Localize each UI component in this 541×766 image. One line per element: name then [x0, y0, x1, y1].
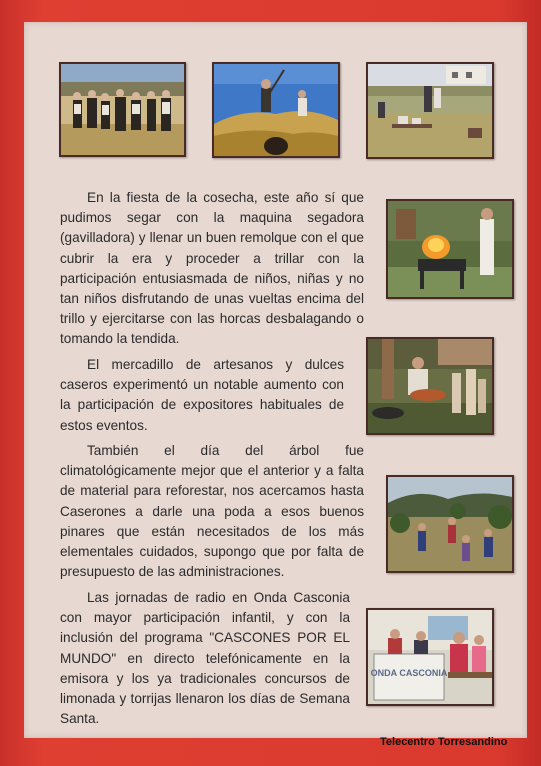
threshing-fork-photo [212, 62, 340, 158]
artisan-market-photo [366, 337, 494, 435]
fire-cooking-photo [386, 199, 514, 299]
harvest-group-photo [59, 62, 186, 157]
paragraph-harvest-festival: En la fiesta de la cosecha, este año sí que pudimos segar con la maquina segadora (gavilladora) y llenar un buen remolque con el que cubrir la era y proceder a trillar con la participación entusiasmada de niños, niñas y no tan niños disfrutando de unas vueltas encima del trillo y ejercitarse con las horcas desbalagando o tomando la tendida. [60, 190, 364, 347]
tree-pruning-photo [386, 475, 514, 573]
paragraph-tree-day: También el día del árbol fue climatológicamente mejor que el anterior y a falta de material para reforestar, nos acercamos hasta Caserones a darle una poda a esos buenos pinares que están necesitados de los más elementales cuidados, supongo que por falta de presupuesto de las administraciones. [60, 443, 364, 580]
radio-studio-photo [366, 608, 494, 706]
onda-casconia-banner: ONDA CASCONIA [370, 668, 448, 678]
paragraph-radio-days: Las jornadas de radio en Onda Casconia con mayor participación infantil, y con la inclusión del programa "CASCONES POR EL MUNDO" en directo telefónicamente en la emisora y los ya tradicionales concursos de limonada y torrijas llenaron los días de Semana Santa. [60, 590, 350, 727]
footer-credit: Telecentro Torresandino [380, 736, 508, 748]
children-playground-photo [366, 62, 494, 159]
paragraph-artisan-market: El mercadillo de artesanos y dulces caseros experimentó un notable aumento con la participación de expositores habituales de estos eventos. [60, 357, 344, 433]
